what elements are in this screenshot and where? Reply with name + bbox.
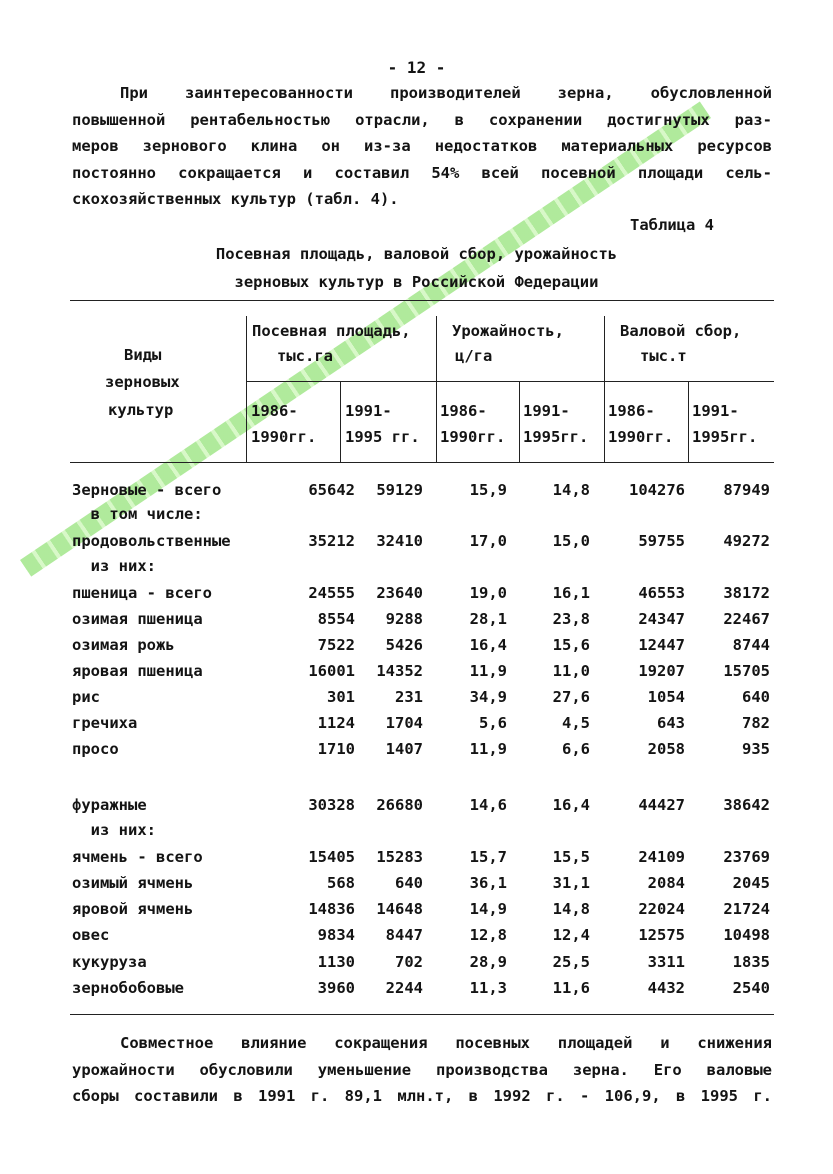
row-value: 16,4 xyxy=(469,636,507,654)
row-value: 15,5 xyxy=(552,848,590,866)
row-value: 3960 xyxy=(317,979,355,997)
row-value: 15283 xyxy=(376,848,423,866)
header-divider-6 xyxy=(688,381,689,462)
row-label: пшеница - всего xyxy=(72,584,212,602)
row-value: 38642 xyxy=(723,796,770,814)
row-value: 10498 xyxy=(723,926,770,944)
row-value: 9288 xyxy=(385,610,423,628)
row-value: 1704 xyxy=(385,714,423,732)
row-label: ячмень - всего xyxy=(72,848,203,866)
table-row xyxy=(72,821,772,847)
row-value: 15,0 xyxy=(552,532,590,550)
row-value: 640 xyxy=(395,874,423,892)
row-value: 14,9 xyxy=(469,900,507,918)
row-value: 4,5 xyxy=(562,714,590,732)
table-row xyxy=(72,584,772,610)
period-5-start: 1986- xyxy=(608,402,655,420)
header-group-area: Посевная площадь, xyxy=(252,322,411,340)
row-label: гречиха xyxy=(72,714,138,732)
row-value: 36,1 xyxy=(469,874,507,892)
period-6-end: 1995гг. xyxy=(692,428,758,446)
row-value: 16,1 xyxy=(552,584,590,602)
row-value: 2045 xyxy=(732,874,770,892)
row-value: 28,9 xyxy=(469,953,507,971)
row-value: 22467 xyxy=(723,610,770,628)
table-row xyxy=(72,557,772,583)
row-label: фуражные xyxy=(72,796,147,814)
table-row xyxy=(72,505,772,531)
header-group-area-unit: тыс.га xyxy=(277,347,333,365)
row-value: 14,8 xyxy=(552,481,590,499)
row-value: 65642 xyxy=(308,481,355,499)
row-value: 26680 xyxy=(376,796,423,814)
row-label: овес xyxy=(72,926,110,944)
row-value: 301 xyxy=(327,688,355,706)
table-row xyxy=(72,688,772,714)
row-value: 21724 xyxy=(723,900,770,918)
row-value: 44427 xyxy=(638,796,685,814)
row-value: 5426 xyxy=(385,636,423,654)
row-value: 1054 xyxy=(647,688,685,706)
table-row xyxy=(72,900,772,926)
header-divider-5 xyxy=(604,316,605,462)
row-value: 16001 xyxy=(308,662,355,680)
row-value: 15405 xyxy=(308,848,355,866)
closing-line-3: сборы составили в 1991 г. 89,1 млн.т, в 1992 г. - 106,9, в 1995 г. xyxy=(72,1087,772,1105)
row-value: 59755 xyxy=(638,532,685,550)
table-row xyxy=(72,740,772,766)
table-row xyxy=(72,953,772,979)
row-value: 640 xyxy=(742,688,770,706)
row-value: 12447 xyxy=(638,636,685,654)
row-value: 15705 xyxy=(723,662,770,680)
row-label: Зерновые - всего xyxy=(72,481,222,499)
row-label: продовольственные xyxy=(72,532,231,550)
header-divider-1 xyxy=(246,316,247,462)
row-value: 11,0 xyxy=(552,662,590,680)
row-value: 16,4 xyxy=(552,796,590,814)
row-value: 5,6 xyxy=(479,714,507,732)
row-value: 14,6 xyxy=(469,796,507,814)
header-divider-2 xyxy=(340,381,341,462)
period-4-end: 1995гг. xyxy=(523,428,589,446)
row-value: 14648 xyxy=(376,900,423,918)
header-mid-rule xyxy=(246,381,774,382)
page-number: - 12 - xyxy=(387,58,446,77)
row-value: 935 xyxy=(742,740,770,758)
row-value: 12,8 xyxy=(469,926,507,944)
row-value: 14,8 xyxy=(552,900,590,918)
row-value: 19,0 xyxy=(469,584,507,602)
row-value: 23,8 xyxy=(552,610,590,628)
row-value: 1710 xyxy=(317,740,355,758)
row-value: 6,6 xyxy=(562,740,590,758)
header-group-yield-unit: ц/га xyxy=(455,347,493,365)
row-label: озимая пшеница xyxy=(72,610,203,628)
period-3-start: 1986- xyxy=(440,402,487,420)
row-value: 35212 xyxy=(308,532,355,550)
row-value: 27,6 xyxy=(552,688,590,706)
row-value: 17,0 xyxy=(469,532,507,550)
period-6-start: 1991- xyxy=(692,402,739,420)
row-value: 22024 xyxy=(638,900,685,918)
row-value: 1407 xyxy=(385,740,423,758)
row-label: яровой ячмень xyxy=(72,900,194,918)
closing-paragraph xyxy=(72,1030,772,1110)
table-row xyxy=(72,796,772,822)
row-value: 15,9 xyxy=(469,481,507,499)
row-value: 12575 xyxy=(638,926,685,944)
row-label: озимая рожь xyxy=(72,636,175,654)
row-label: озимый ячмень xyxy=(72,874,194,892)
table-row xyxy=(72,714,772,740)
table-row xyxy=(72,979,772,1005)
row-value: 3311 xyxy=(647,953,685,971)
row-value: 7522 xyxy=(317,636,355,654)
row-value: 59129 xyxy=(376,481,423,499)
row-value: 782 xyxy=(742,714,770,732)
table-row xyxy=(72,874,772,900)
row-value: 643 xyxy=(657,714,685,732)
row-value: 9834 xyxy=(317,926,355,944)
header-group-yield: Урожайность, xyxy=(452,322,564,340)
table-row xyxy=(72,636,772,662)
row-value: 2084 xyxy=(647,874,685,892)
row-value: 4432 xyxy=(647,979,685,997)
row-value: 231 xyxy=(395,688,423,706)
row-value: 2540 xyxy=(732,979,770,997)
header-divider-3 xyxy=(436,316,437,462)
table-row xyxy=(72,662,772,688)
row-value: 24347 xyxy=(638,610,685,628)
closing-line-1: Совместное влияние сокращения посевных площадей и снижения xyxy=(120,1034,772,1052)
row-value: 702 xyxy=(395,953,423,971)
row-value: 46553 xyxy=(638,584,685,602)
row-value: 31,1 xyxy=(552,874,590,892)
header-col-name-2: зерновых xyxy=(105,373,180,391)
row-value: 11,3 xyxy=(469,979,507,997)
row-value: 12,4 xyxy=(552,926,590,944)
row-value: 24109 xyxy=(638,848,685,866)
row-value: 34,9 xyxy=(469,688,507,706)
header-bottom-rule xyxy=(70,462,774,463)
row-value: 23640 xyxy=(376,584,423,602)
header-divider-4 xyxy=(519,381,520,462)
table-row xyxy=(72,926,772,952)
row-value: 25,5 xyxy=(552,953,590,971)
row-value: 8447 xyxy=(385,926,423,944)
row-value: 2244 xyxy=(385,979,423,997)
row-label: зернобобовые xyxy=(72,979,184,997)
table-row xyxy=(72,532,772,558)
row-value: 8744 xyxy=(732,636,770,654)
table-label: Таблица 4 xyxy=(630,216,714,234)
row-value: 87949 xyxy=(723,481,770,499)
table-top-rule xyxy=(70,300,774,301)
row-value: 14352 xyxy=(376,662,423,680)
row-value: 28,1 xyxy=(469,610,507,628)
intro-line-4: постоянно сокращается и составил 54% всей посевной площади сель- xyxy=(72,163,772,182)
period-4-start: 1991- xyxy=(523,402,570,420)
intro-line-1: При заинтересованности производителей зерна, обусловленной xyxy=(120,84,772,102)
header-group-harvest-unit: тыс.т xyxy=(640,347,687,365)
row-value: 38172 xyxy=(723,584,770,602)
row-value: 32410 xyxy=(376,532,423,550)
row-value: 24555 xyxy=(308,584,355,602)
row-label: в том числе: xyxy=(72,505,203,523)
row-value: 15,7 xyxy=(469,848,507,866)
table-row xyxy=(72,481,772,507)
row-value: 30328 xyxy=(308,796,355,814)
row-value: 1124 xyxy=(317,714,355,732)
row-value: 1130 xyxy=(317,953,355,971)
closing-line-2: урожайности обусловили уменьшение производства зерна. Его валовые xyxy=(72,1060,772,1079)
row-value: 2058 xyxy=(647,740,685,758)
row-value: 15,6 xyxy=(552,636,590,654)
header-col-name-3: культур xyxy=(108,401,174,419)
table-title-line-1: Посевная площадь, валовой сбор, урожайность xyxy=(215,245,618,263)
table-title xyxy=(0,240,833,296)
row-label: кукуруза xyxy=(72,953,147,971)
table-bottom-rule xyxy=(70,1014,774,1015)
period-3-end: 1990гг. xyxy=(440,428,506,446)
row-label: из них: xyxy=(72,557,156,575)
row-value: 23769 xyxy=(723,848,770,866)
row-label: из них: xyxy=(72,821,156,839)
row-value: 19207 xyxy=(638,662,685,680)
table-row xyxy=(72,610,772,636)
intro-line-2: повышенной рентабельностью отрасли, в сохранении достигнутых раз- xyxy=(72,110,772,129)
row-label: рис xyxy=(72,688,100,706)
row-value: 11,9 xyxy=(469,662,507,680)
row-value: 8554 xyxy=(317,610,355,628)
period-2-start: 1991- xyxy=(345,402,392,420)
header-col-name-1: Виды xyxy=(124,346,162,364)
intro-paragraph xyxy=(72,80,772,213)
row-label: яровая пшеница xyxy=(72,662,203,680)
period-5-end: 1990гг. xyxy=(608,428,674,446)
intro-line-5: скохозяйственных культур (табл. 4). xyxy=(72,190,399,208)
intro-line-3: меров зернового клина он из-за недостатков материальных ресурсов xyxy=(72,137,772,155)
row-value: 49272 xyxy=(723,532,770,550)
row-value: 11,6 xyxy=(552,979,590,997)
row-value: 568 xyxy=(327,874,355,892)
row-value: 1835 xyxy=(732,953,770,971)
header-group-harvest: Валовой сбор, xyxy=(620,322,742,340)
period-2-end: 1995 гг. xyxy=(345,428,420,446)
period-1-start: 1986- xyxy=(251,402,298,420)
row-value: 104276 xyxy=(629,481,685,499)
row-value: 14836 xyxy=(308,900,355,918)
row-label: просо xyxy=(72,740,119,758)
period-1-end: 1990гг. xyxy=(251,428,317,446)
row-value: 11,9 xyxy=(469,740,507,758)
table-title-line-2: зерновых культур в Российской Федерации xyxy=(234,273,599,291)
table-row xyxy=(72,848,772,874)
